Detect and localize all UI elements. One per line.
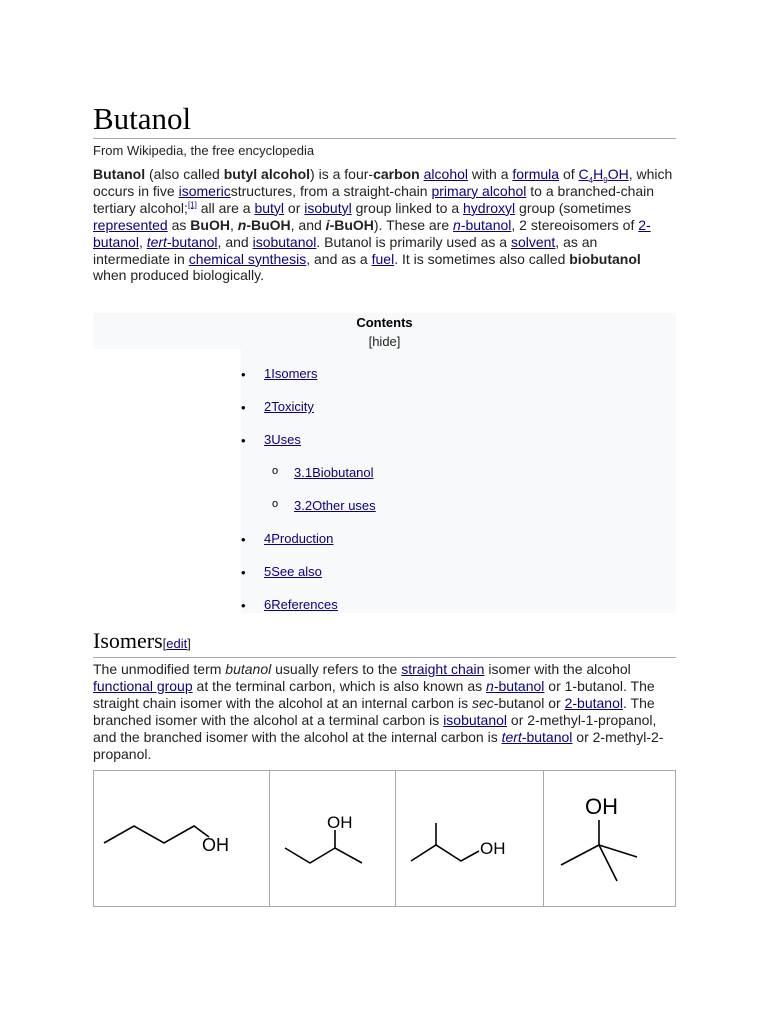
intro-text: group (sometimes bbox=[515, 199, 632, 216]
intro-text: as bbox=[167, 216, 191, 233]
toc-item-toxicity[interactable] bbox=[264, 399, 314, 414]
toc-item-references[interactable] bbox=[264, 597, 338, 612]
para-text: isomer with the alcohol bbox=[484, 661, 631, 677]
intro-text: structures, from a straight-chain bbox=[230, 182, 432, 199]
intro-text: (also called bbox=[145, 166, 224, 182]
intro-text: butyl alcohol bbox=[223, 166, 311, 182]
intro-text: biobutanol bbox=[569, 250, 641, 267]
toc-number: 3 bbox=[264, 432, 272, 447]
intro-text: , and bbox=[290, 216, 326, 233]
para-text: or 1-butanol. The straight chain isomer with the alcohol at an internal carbon is bbox=[93, 677, 655, 711]
link-part: -butanol bbox=[166, 233, 218, 250]
intro-text: to a branched-chain tertiary alcohol; bbox=[93, 182, 655, 216]
tert-butanol-structure bbox=[544, 771, 675, 906]
link-part: -butanol bbox=[521, 728, 573, 745]
oh-label: OH bbox=[480, 839, 506, 858]
formula-part: C bbox=[578, 166, 589, 182]
structure-cell-n-butanol bbox=[94, 771, 270, 906]
intro-text: carbon bbox=[373, 166, 420, 182]
intro-text: with a bbox=[468, 166, 513, 182]
intro-text: , and bbox=[217, 233, 253, 250]
table-of-contents bbox=[93, 313, 676, 613]
toc-number: 1 bbox=[264, 366, 272, 381]
intro-paragraph bbox=[93, 166, 676, 284]
link-chemical-synthesis[interactable]: chemical synthesis bbox=[188, 250, 307, 267]
tagline: From Wikipedia, the free encyclopedia bbox=[93, 143, 315, 158]
edit-link[interactable]: edit bbox=[166, 636, 188, 651]
intro-text: , bbox=[229, 216, 238, 233]
toc-label: Isomers bbox=[271, 366, 318, 381]
intro-text: all are a bbox=[196, 199, 255, 216]
intro-text: , which occurs in five bbox=[93, 166, 673, 199]
toc-sub-bullet: o bbox=[272, 465, 279, 477]
toc-sub-bullet: o bbox=[272, 498, 279, 510]
section-edit bbox=[163, 636, 191, 651]
link-represented[interactable]: represented bbox=[93, 216, 168, 233]
para-text: -butanol or bbox=[493, 694, 565, 711]
toc-label: Toxicity bbox=[271, 399, 314, 414]
para-text: at the terminal carbon, which is also known as bbox=[192, 677, 487, 694]
toc-number: 3.2 bbox=[294, 498, 313, 513]
toc-number: 6 bbox=[264, 597, 272, 612]
intro-text: , 2 stereoisomers of bbox=[511, 216, 639, 233]
link-part: -butanol bbox=[460, 216, 512, 233]
intro-text: of bbox=[559, 166, 579, 182]
toc-item-see-also[interactable] bbox=[264, 564, 322, 579]
link-2-butanol[interactable]: 2-butanol bbox=[564, 694, 623, 711]
formula-part: H bbox=[593, 166, 604, 182]
intro-text: or bbox=[284, 199, 305, 216]
link-tert-butanol[interactable] bbox=[502, 729, 573, 745]
para-text: or 2-methyl-2-propanol. bbox=[93, 728, 664, 762]
intro-text: ) is a four- bbox=[310, 166, 374, 182]
intro-text: . It is sometimes also called bbox=[394, 250, 570, 267]
toc-label: See also bbox=[271, 564, 322, 579]
intro-text: n bbox=[237, 216, 247, 233]
isobutanol-structure bbox=[396, 771, 544, 906]
link-alcohol[interactable]: alcohol bbox=[423, 166, 469, 182]
toc-label: References bbox=[271, 597, 338, 612]
link-primary-alcohol[interactable]: primary alcohol bbox=[431, 182, 527, 199]
link-tert-butanol[interactable] bbox=[147, 234, 218, 250]
structure-cell-tert-butanol bbox=[544, 771, 675, 906]
link-isobutyl[interactable]: isobutyl bbox=[304, 199, 352, 216]
link-part: n bbox=[486, 677, 494, 694]
toc-label: Production bbox=[271, 531, 334, 546]
toc-title: Contents bbox=[356, 315, 413, 330]
link-part: -butanol bbox=[493, 677, 545, 694]
para-text: The unmodified term bbox=[93, 661, 226, 677]
intro-text: BuOH bbox=[190, 216, 230, 233]
page-title: Butanol bbox=[93, 100, 676, 139]
para-text: butanol bbox=[225, 661, 272, 677]
toc-label: Biobutanol bbox=[312, 465, 374, 480]
link-isobutanol[interactable]: isobutanol bbox=[443, 711, 508, 728]
toc-bullet: • bbox=[241, 367, 246, 382]
link-n-butanol[interactable] bbox=[453, 217, 511, 233]
isomers-paragraph bbox=[93, 661, 676, 762]
intro-text: Butanol bbox=[93, 166, 146, 182]
toc-bullet: • bbox=[241, 532, 246, 547]
toc-item-uses[interactable] bbox=[264, 432, 301, 447]
link-straight-chain[interactable]: straight chain bbox=[401, 661, 485, 677]
toc-bullet: • bbox=[241, 598, 246, 613]
section-heading-isomers bbox=[93, 628, 676, 658]
toc-item-production[interactable] bbox=[264, 531, 333, 546]
link-hydroxyl[interactable]: hydroxyl bbox=[463, 199, 516, 216]
isomer-structures-table bbox=[93, 770, 676, 907]
structure-cell-isobutanol bbox=[396, 771, 544, 906]
toc-label: Uses bbox=[271, 432, 301, 447]
link-fuel[interactable]: fuel bbox=[371, 250, 395, 267]
formula-subscript: 4 bbox=[588, 175, 594, 185]
toc-item-other-uses[interactable] bbox=[294, 498, 376, 513]
toc-bullet: • bbox=[241, 400, 246, 415]
link-part: n bbox=[453, 216, 461, 233]
formula-subscript: 9 bbox=[603, 175, 608, 185]
link-isomeric[interactable]: isomeric bbox=[178, 182, 231, 199]
link-n-butanol[interactable] bbox=[486, 678, 544, 694]
section-title: Isomers bbox=[93, 628, 163, 653]
toc-number: 2 bbox=[264, 399, 272, 414]
toc-hide-toggle[interactable]: [hide] bbox=[368, 334, 401, 349]
intro-text: -BuOH bbox=[246, 216, 291, 233]
toc-bullet: • bbox=[241, 565, 246, 580]
toc-item-isomers[interactable] bbox=[264, 366, 317, 381]
intro-text: , bbox=[138, 233, 147, 250]
link-functional-group[interactable]: functional group bbox=[93, 677, 193, 694]
edit-bracket: [ bbox=[162, 636, 167, 651]
link-part: tert bbox=[501, 728, 522, 745]
intro-text: group linked to a bbox=[351, 199, 464, 216]
link-chemical-formula[interactable] bbox=[578, 166, 629, 185]
link-solvent[interactable]: solvent bbox=[510, 233, 556, 250]
para-text: . The branched isomer with the alcohol at a terminal carbon is bbox=[93, 694, 655, 728]
formula-part: OH bbox=[607, 166, 629, 182]
link-butyl[interactable]: butyl bbox=[254, 199, 285, 216]
para-text: usually refers to the bbox=[271, 661, 402, 677]
n-butanol-structure bbox=[94, 771, 270, 906]
2-butanol-structure bbox=[270, 771, 396, 906]
para-text: or 2-methyl-1-propanol, and the branched isomer with the alcohol at the internal carbon is bbox=[93, 711, 657, 745]
link-2-butanol[interactable]: 2-butanol bbox=[93, 216, 651, 250]
toc-bullet: • bbox=[241, 433, 246, 448]
intro-text: , and as a bbox=[306, 250, 372, 267]
citation-1[interactable]: [1] bbox=[187, 200, 197, 210]
intro-text: ). These are bbox=[373, 216, 454, 233]
intro-text: when produced biologically. bbox=[93, 267, 264, 284]
toc-item-biobutanol[interactable] bbox=[294, 465, 374, 480]
intro-text: -BuOH bbox=[329, 216, 374, 233]
toc-number: 5 bbox=[264, 564, 272, 579]
toc-label: Other uses bbox=[312, 498, 376, 513]
intro-text: . Butanol is primarily used as a bbox=[316, 233, 511, 250]
toc-number: 4 bbox=[264, 531, 272, 546]
toc-list bbox=[93, 313, 676, 613]
intro-text: , as an intermediate in bbox=[93, 233, 598, 267]
edit-bracket: ] bbox=[187, 636, 191, 651]
para-text: sec bbox=[471, 694, 494, 711]
structure-cell-2-butanol bbox=[270, 771, 396, 906]
link-part: tert bbox=[146, 233, 167, 250]
link-isobutanol[interactable]: isobutanol bbox=[252, 233, 317, 250]
toc-number: 3.1 bbox=[294, 465, 313, 480]
oh-label: OH bbox=[327, 813, 353, 832]
oh-label: OH bbox=[585, 794, 618, 819]
oh-label: OH bbox=[202, 835, 229, 855]
link-formula[interactable]: formula bbox=[512, 166, 560, 182]
intro-text: i bbox=[325, 216, 330, 233]
